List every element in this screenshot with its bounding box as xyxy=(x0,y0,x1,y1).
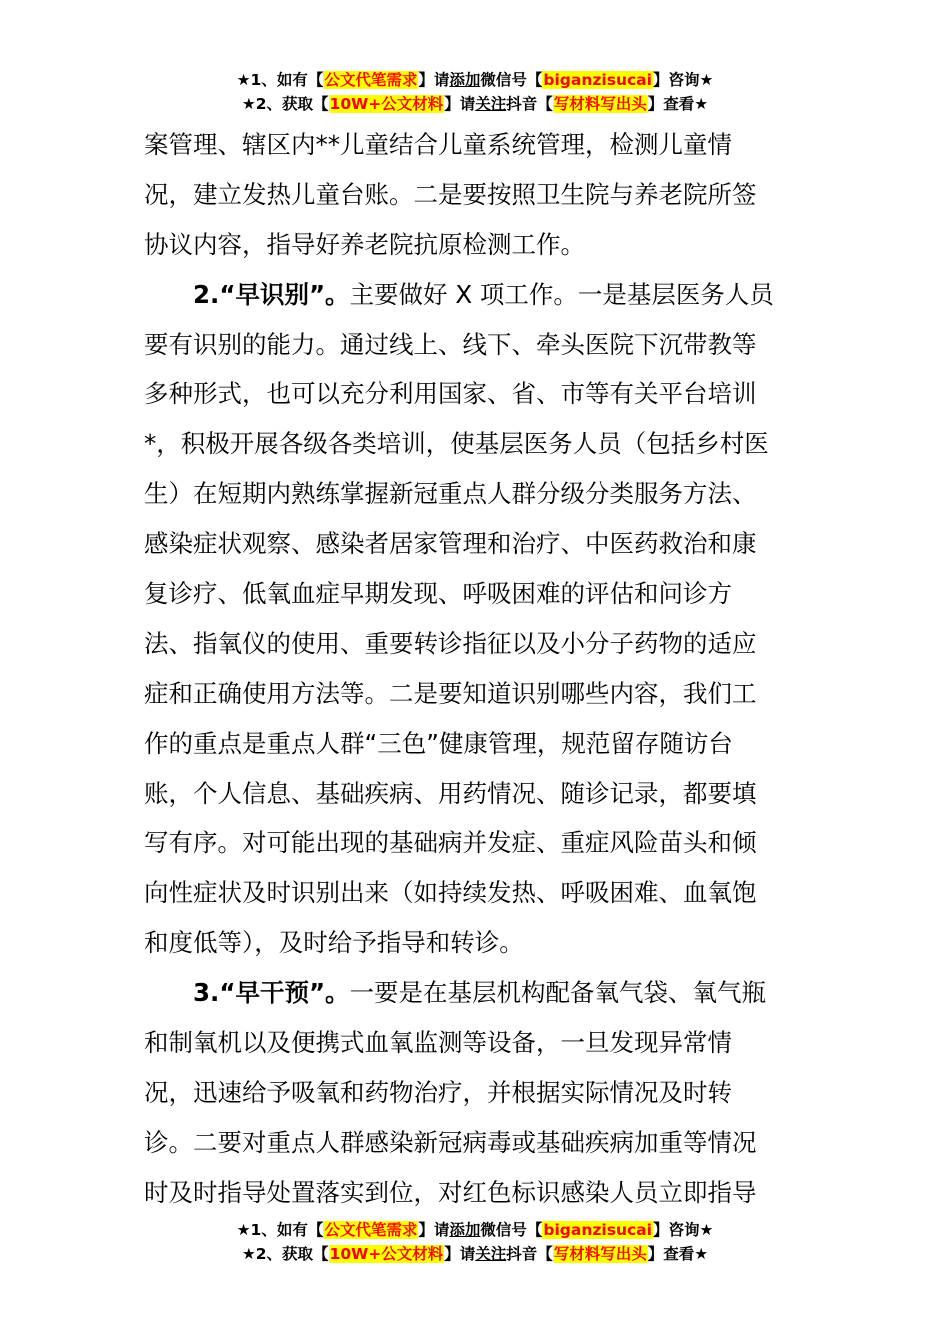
section-heading-early-identification xyxy=(144,270,808,320)
promo-highlight: 写材料写出头 xyxy=(553,1245,647,1263)
promo-line-1 xyxy=(0,68,950,92)
document-body xyxy=(144,120,808,1218)
section-title: 3.“早干预”。 xyxy=(193,978,350,1008)
promo-highlight: 公文代笔需求 xyxy=(324,71,418,89)
text-line: 诊。二要对重点人群感染新冠病毒或基础疾病加重等情况 xyxy=(144,1127,757,1157)
text-line: 协议内容，指导好养老院抗原检测工作。 xyxy=(144,229,585,259)
text-line: 复诊疗、低氧血症早期发现、呼吸困难的评估和问诊方 xyxy=(144,579,732,609)
text-line: 和制氧机以及便携式血氧监测等设备，一旦发现异常情 xyxy=(144,1028,732,1058)
promo-highlight: biganzisucai xyxy=(543,71,652,89)
promo-text: 】咨询★ xyxy=(652,1221,714,1239)
promo-text: 微信号【 xyxy=(480,71,543,89)
promo-banner-top xyxy=(0,68,950,116)
promo-text: 】请 xyxy=(444,1245,476,1263)
promo-line-2 xyxy=(0,92,950,116)
promo-line-1 xyxy=(0,1218,950,1242)
promo-text: 】咨询★ xyxy=(652,71,714,89)
text-line: 法、指氧仪的使用、重要转诊指征以及小分子药物的适应 xyxy=(144,628,757,658)
promo-text: ★2、获取【 xyxy=(241,1245,329,1263)
text-line: 作的重点是重点人群“三色”健康管理，规范留存随访台 xyxy=(144,728,733,758)
promo-highlight: 10W+公文材料 xyxy=(329,95,444,113)
section-heading-early-intervention xyxy=(144,968,808,1018)
promo-highlight: biganzisucai xyxy=(543,1221,652,1239)
promo-text: 抖音【 xyxy=(506,1245,553,1263)
promo-emphasis: 关注 xyxy=(475,1245,507,1263)
promo-line-2 xyxy=(0,1242,950,1266)
text-line: 要有识别的能力。通过线上、线下、牵头医院下沉带教等 xyxy=(144,329,757,359)
text-line: 症和正确使用方法等。二是要知道识别哪些内容，我们工 xyxy=(144,678,757,708)
promo-text: ★1、如有【 xyxy=(236,71,324,89)
text-line: 时及时指导处置落实到位，对红色标识感染人员立即指导 xyxy=(144,1177,757,1207)
promo-highlight: 写材料写出头 xyxy=(553,95,647,113)
promo-banner-bottom xyxy=(0,1218,950,1266)
promo-emphasis: 添加 xyxy=(449,1221,481,1239)
text-line: 况，建立发热儿童台账。二是要按照卫生院与养老院所签 xyxy=(144,179,757,209)
text-line: 生）在短期内熟练掌握新冠重点人群分级分类服务方法、 xyxy=(144,479,757,509)
text-line: 案管理、辖区内**儿童结合儿童系统管理，检测儿童情 xyxy=(144,130,732,159)
section-lead-text: 一要是在基层机构配备氧气袋、氧气瓶 xyxy=(349,978,767,1008)
text-line: 况，迅速给予吸氧和药物治疗，并根据实际情况及时转 xyxy=(144,1077,732,1107)
promo-text: 微信号【 xyxy=(480,1221,543,1239)
promo-text: 】请 xyxy=(444,95,476,113)
promo-emphasis: 关注 xyxy=(475,95,507,113)
text-line: 多种形式，也可以充分利用国家、省、市等有关平台培训 xyxy=(144,379,757,409)
text-line: *，积极开展各级各类培训，使基层医务人员（包括乡村医 xyxy=(144,429,769,459)
promo-text: 】请 xyxy=(418,1221,450,1239)
promo-text: 】查看★ xyxy=(647,1245,709,1263)
text-line: 向性症状及时识别出来（如持续发热、呼吸困难、血氧饱 xyxy=(144,878,757,908)
text-line: 写有序。对可能出现的基础病并发症、重症风险苗头和倾 xyxy=(144,828,757,858)
section-lead-text: 主要做好 X 项工作。一是基层医务人员 xyxy=(349,279,774,309)
promo-highlight: 10W+公文材料 xyxy=(329,1245,444,1263)
promo-emphasis: 添加 xyxy=(449,71,481,89)
promo-text: 抖音【 xyxy=(506,95,553,113)
text-line: 账，个人信息、基础疾病、用药情况、随诊记录，都要填 xyxy=(144,778,757,808)
section-title: 2.“早识别”。 xyxy=(193,279,350,309)
text-line: 和度低等），及时给予指导和转诊。 xyxy=(144,928,524,958)
text-line: 感染症状观察、感染者居家管理和治疗、中医药救治和康 xyxy=(144,529,757,559)
promo-text: 】查看★ xyxy=(647,95,709,113)
promo-text: 】请 xyxy=(418,71,450,89)
promo-text: ★2、获取【 xyxy=(241,95,329,113)
promo-highlight: 公文代笔需求 xyxy=(324,1221,418,1239)
promo-text: ★1、如有【 xyxy=(236,1221,324,1239)
